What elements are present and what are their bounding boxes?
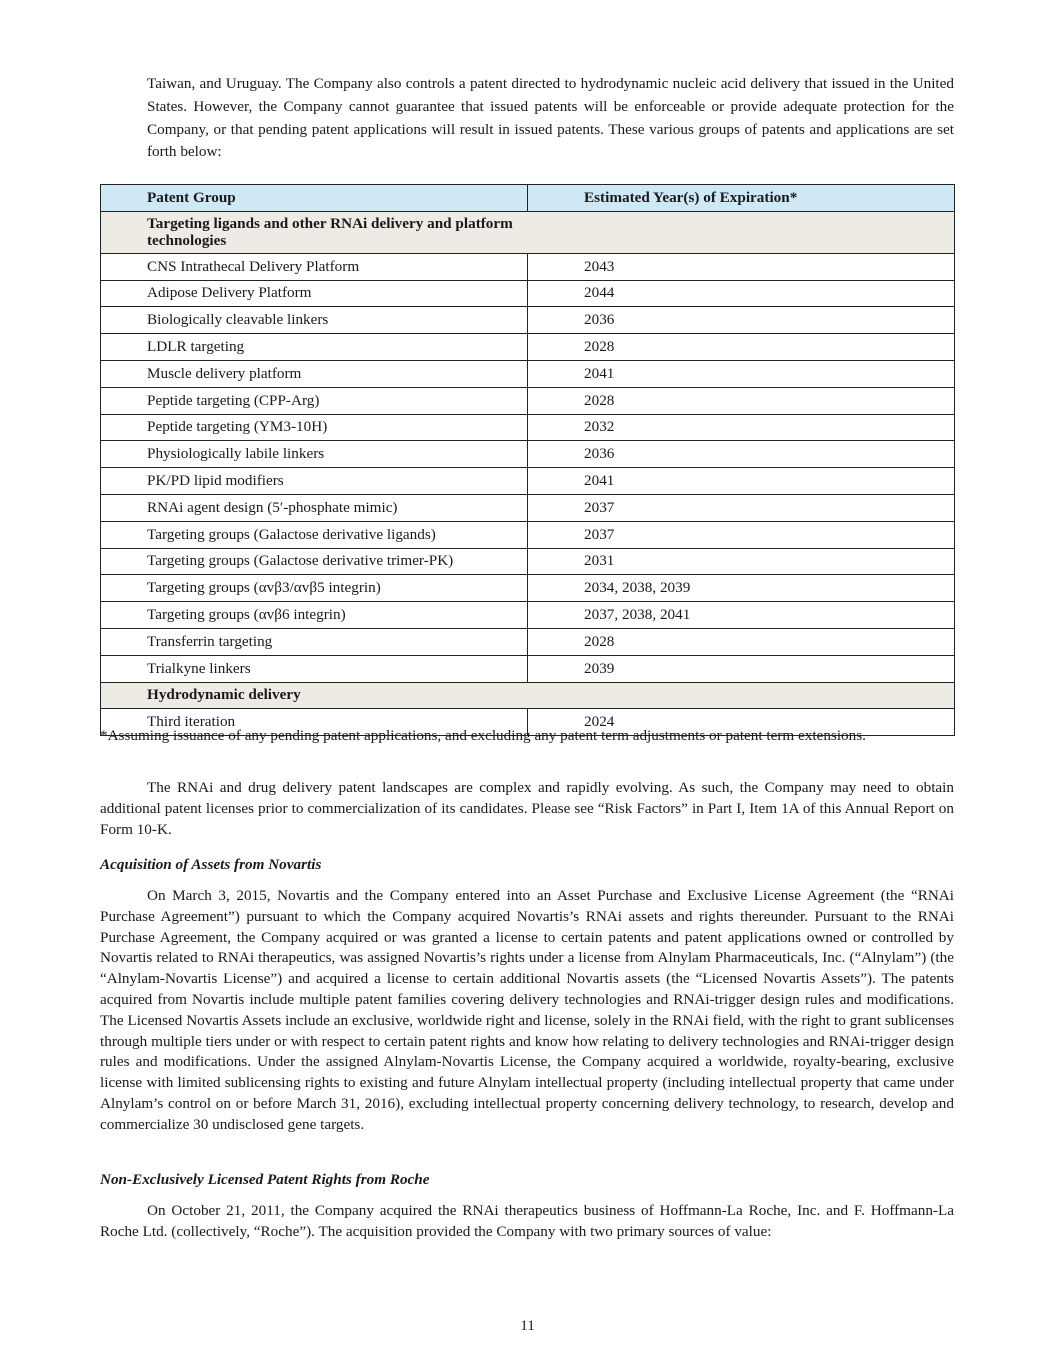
group-title: Targeting ligands and other RNAi delivery and platform technologies: [101, 211, 528, 253]
table-row: [101, 334, 955, 361]
expiration-year-cell: 2043: [528, 253, 955, 280]
table-row: [101, 414, 955, 441]
expiration-year-cell: 2028: [528, 387, 955, 414]
patent-group-cell: LDLR targeting: [101, 334, 528, 361]
patent-group-cell: Targeting groups (αvβ6 integrin): [101, 602, 528, 629]
table-row: [101, 655, 955, 682]
table-row: [101, 280, 955, 307]
expiration-year-cell: 2037, 2038, 2041: [528, 602, 955, 629]
patent-group-cell: Muscle delivery platform: [101, 360, 528, 387]
roche-paragraph: On October 21, 2011, the Company acquired the RNAi therapeutics business of Hoffmann-La Roche, Inc. and F. Hoffmann-La Roche Ltd. (collectively, “Roche”). The acquisition provided the Company with two primary sources of value:: [100, 1202, 954, 1240]
expiration-year-cell: 2032: [528, 414, 955, 441]
patent-group-cell: CNS Intrathecal Delivery Platform: [101, 253, 528, 280]
expiration-year-cell: 2036: [528, 307, 955, 334]
group-row-targeting-ligands: [101, 211, 955, 253]
expiration-year-cell: 2028: [528, 334, 955, 361]
column-header-expiration: Estimated Year(s) of Expiration*: [528, 185, 955, 212]
section-heading-novartis: Acquisition of Assets from Novartis: [100, 856, 322, 873]
table-row: [101, 602, 955, 629]
patent-group-cell: Third iteration: [101, 709, 528, 736]
group-row-hydrodynamic: [101, 682, 955, 709]
table-row: [101, 548, 955, 575]
intro-paragraph: Taiwan, and Uruguay. The Company also controls a patent directed to hydrodynamic nucleic acid delivery that issued in the United States. However, the Company cannot guarantee that issued patents will be enforceable or provide adequate protection for the Company, or that pending patent applications will result in issued patents. These various groups of patents and applications are set forth below:: [147, 75, 954, 161]
expiration-year-cell: 2031: [528, 548, 955, 575]
novartis-paragraph: On March 3, 2015, Novartis and the Company entered into an Asset Purchase and Exclusive License Agreement (the “RNAi Purchase Agreement”) pursuant to which the Company acquired Novartis’s RNAi assets and rights thereunder. Pursuant to the RNAi Purchase Agreement, the Company acquired or was granted a license to certain patents and patent applications owned or controlled by Novartis related to RNAi therapeutics, was assigned Novartis’s rights under a license from Alnylam Pharmaceuticals, Inc. (“Alnylam”) (the “Alnylam-Novartis License”) and acquired a license to certain additional Novartis assets (the “Licensed Novartis Assets”). The patents acquired from Novartis include multiple patent families covering delivery technologies and RNAi-trigger design rules and modifications. The Licensed Novartis Assets include an exclusive, worldwide right and license, solely in the RNAi field, with the right to grant sublicenses through multiple tiers under or with respect to certain patent rights and know how relating to delivery technologies and RNAi-trigger design rules and modifications. Under the assigned Alnylam-Novartis License, the Company acquired a worldwide, royalty-bearing, exclusive license with limited sublicensing rights to existing and future Alnylam intellectual property (including intellectual property that came under Alnylam’s control on or before March 31, 2016), excluding intellectual property concerning delivery technology, to research, develop and commercialize 30 undisclosed gene targets.: [100, 887, 954, 1133]
expiration-year-cell: 2034, 2038, 2039: [528, 575, 955, 602]
expiration-year-cell: 2037: [528, 494, 955, 521]
table-row: [101, 494, 955, 521]
table-row: [101, 307, 955, 334]
patent-group-cell: Physiologically labile linkers: [101, 441, 528, 468]
table-row: [101, 360, 955, 387]
patent-group-cell: Adipose Delivery Platform: [101, 280, 528, 307]
page-number: 11: [520, 1317, 535, 1334]
patent-group-cell: Targeting groups (Galactose derivative ligands): [101, 521, 528, 548]
patent-group-cell: Targeting groups (Galactose derivative trimer-PK): [101, 548, 528, 575]
expiration-year-cell: 2037: [528, 521, 955, 548]
patent-table-body: [101, 185, 955, 736]
patent-group-cell: Peptide targeting (YM3-10H): [101, 414, 528, 441]
patent-group-cell: Trialkyne linkers: [101, 655, 528, 682]
patent-group-cell: Transferrin targeting: [101, 628, 528, 655]
patent-table: [100, 184, 955, 736]
group-title: Hydrodynamic delivery: [101, 682, 528, 709]
expiration-year-cell: 2024: [528, 709, 955, 736]
patent-group-cell: Biologically cleavable linkers: [101, 307, 528, 334]
table-row: [101, 468, 955, 495]
expiration-year-cell: 2039: [528, 655, 955, 682]
patent-group-cell: PK/PD lipid modifiers: [101, 468, 528, 495]
patent-group-cell: Peptide targeting (CPP-Arg): [101, 387, 528, 414]
table-header-row: [101, 185, 955, 212]
patent-group-cell: RNAi agent design (5′-phosphate mimic): [101, 494, 528, 521]
table-row: [101, 628, 955, 655]
table-row: [101, 521, 955, 548]
column-header-patent-group: Patent Group: [101, 185, 528, 212]
expiration-year-cell: 2044: [528, 280, 955, 307]
table-row: [101, 441, 955, 468]
footnote: *Assuming issuance of any pending patent applications, and excluding any patent term adjustments or patent term extensions.: [100, 727, 866, 744]
group-empty-cell: [528, 682, 955, 709]
group-empty-cell: [528, 211, 955, 253]
landscape-paragraph: The RNAi and drug delivery patent landscapes are complex and rapidly evolving. As such, the Company may need to obtain additional patent licenses prior to commercialization of its candidates. Please see “Risk Factors” in Part I, Item 1A of this Annual Report on Form 10-K.: [100, 779, 954, 838]
expiration-year-cell: 2028: [528, 628, 955, 655]
expiration-year-cell: 2041: [528, 360, 955, 387]
table-row: [101, 253, 955, 280]
table-row: [101, 387, 955, 414]
table-row: [101, 575, 955, 602]
patent-group-cell: Targeting groups (αvβ3/αvβ5 integrin): [101, 575, 528, 602]
section-heading-roche: Non-Exclusively Licensed Patent Rights from Roche: [100, 1171, 430, 1188]
expiration-year-cell: 2036: [528, 441, 955, 468]
expiration-year-cell: 2041: [528, 468, 955, 495]
